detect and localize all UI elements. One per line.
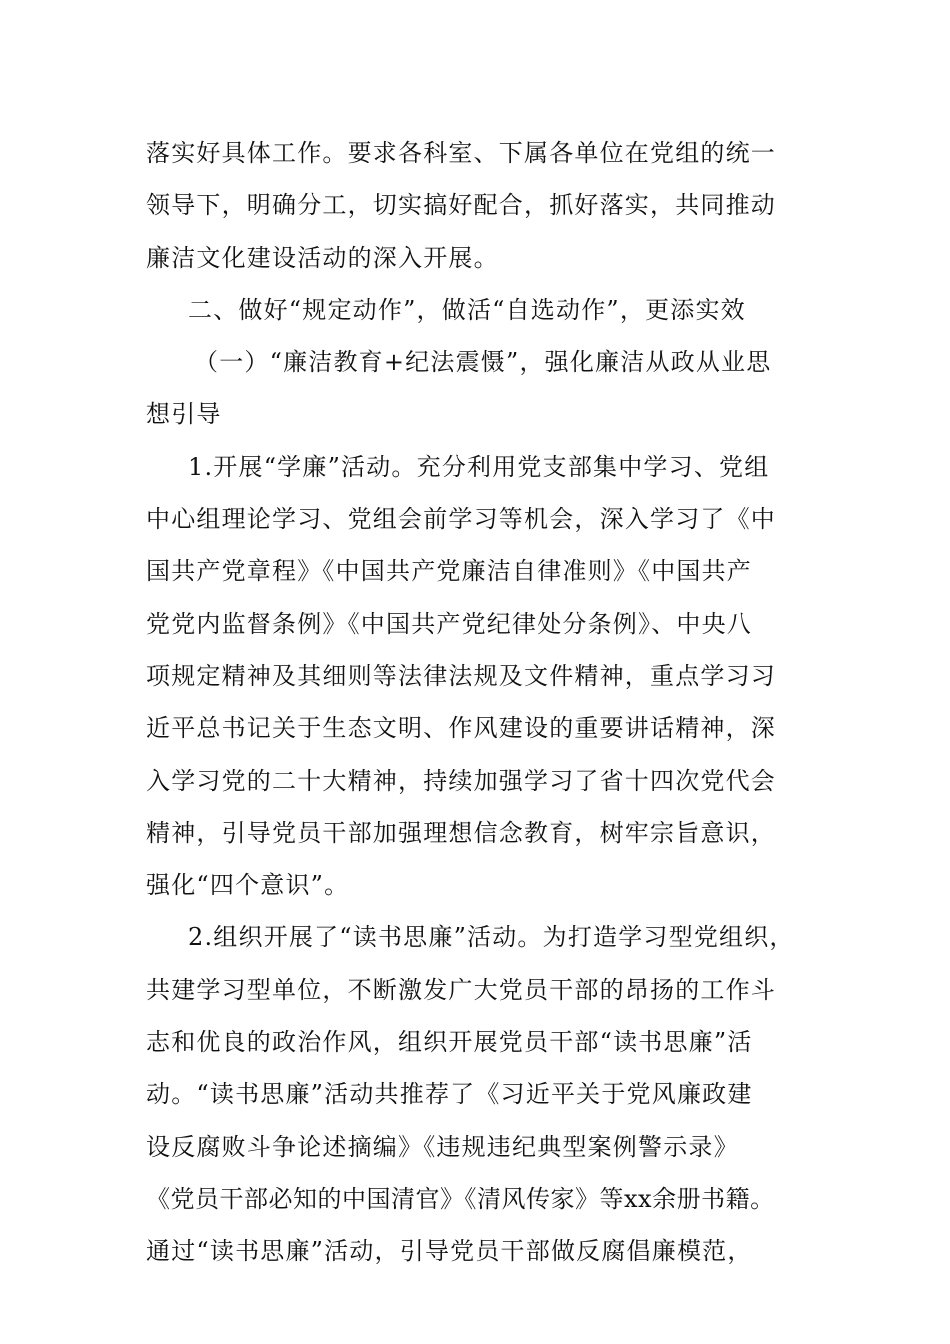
body-line: 入学习党的二十大精神，持续加强学习了省十四次党代会 (146, 766, 776, 795)
body-line: 项规定精神及其细则等法律法规及文件精神，重点学习习 (146, 661, 776, 690)
body-line: 中心组理论学习、党组会前学习等机会，深入学习了《中 (146, 505, 776, 534)
body-line: 国共产党章程》《中国共产党廉洁自律准则》《中国共产 (146, 557, 752, 586)
body-line: 设反腐败斗争论述摘编》《违规违纪典型案例警示录》 (146, 1132, 739, 1161)
body-line: 动。“读书思廉”活动共推荐了《习近平关于党风廉政建 (146, 1080, 753, 1109)
body-line: 强化“四个意识”。 (146, 871, 350, 900)
body-line: 《党员干部必知的中国清官》《清风传家》等xx余册书籍。 (146, 1184, 775, 1213)
document-body (146, 127, 816, 1278)
body-line: 近平总书记关于生态文明、作风建设的重要讲话精神，深 (146, 714, 776, 743)
body-line: 志和优良的政治作风，组织开展党员干部“读书思廉”活 (146, 1028, 753, 1057)
item-2-line: 2.组织开展了“读书思廉”活动。为打造学习型党组织， (188, 923, 795, 952)
body-line: 落实好具体工作。要求各科室、下属各单位在党组的统一 (146, 139, 776, 167)
body-line: 精神，引导党员干部加强理想信念教育，树牢宗旨意识， (146, 818, 776, 847)
body-line: 廉洁文化建设活动的深入开展。 (146, 243, 499, 272)
body-line: 通过“读书思廉”活动，引导党员干部做反腐倡廉模范， (146, 1237, 753, 1266)
section-heading: 二、做好“规定动作”，做活“自选动作”，更添实效 (188, 295, 746, 324)
body-line: 领导下，明确分工，切实搞好配合，抓好落实，共同推动 (146, 191, 776, 220)
item-1-line: 1.开展“学廉”活动。充分利用党支部集中学习、党组 (188, 452, 770, 481)
body-line: 共建学习型单位，不断激发广大党员干部的昂扬的工作斗 (146, 975, 776, 1004)
subsection-heading-continued: 想引导 (146, 400, 222, 429)
body-line: 党党内监督条例》《中国共产党纪律处分条例》、中央八 (146, 609, 752, 638)
subsection-heading: （一）“廉洁教育+纪法震慑”，强化廉洁从政从业思 (194, 348, 772, 377)
